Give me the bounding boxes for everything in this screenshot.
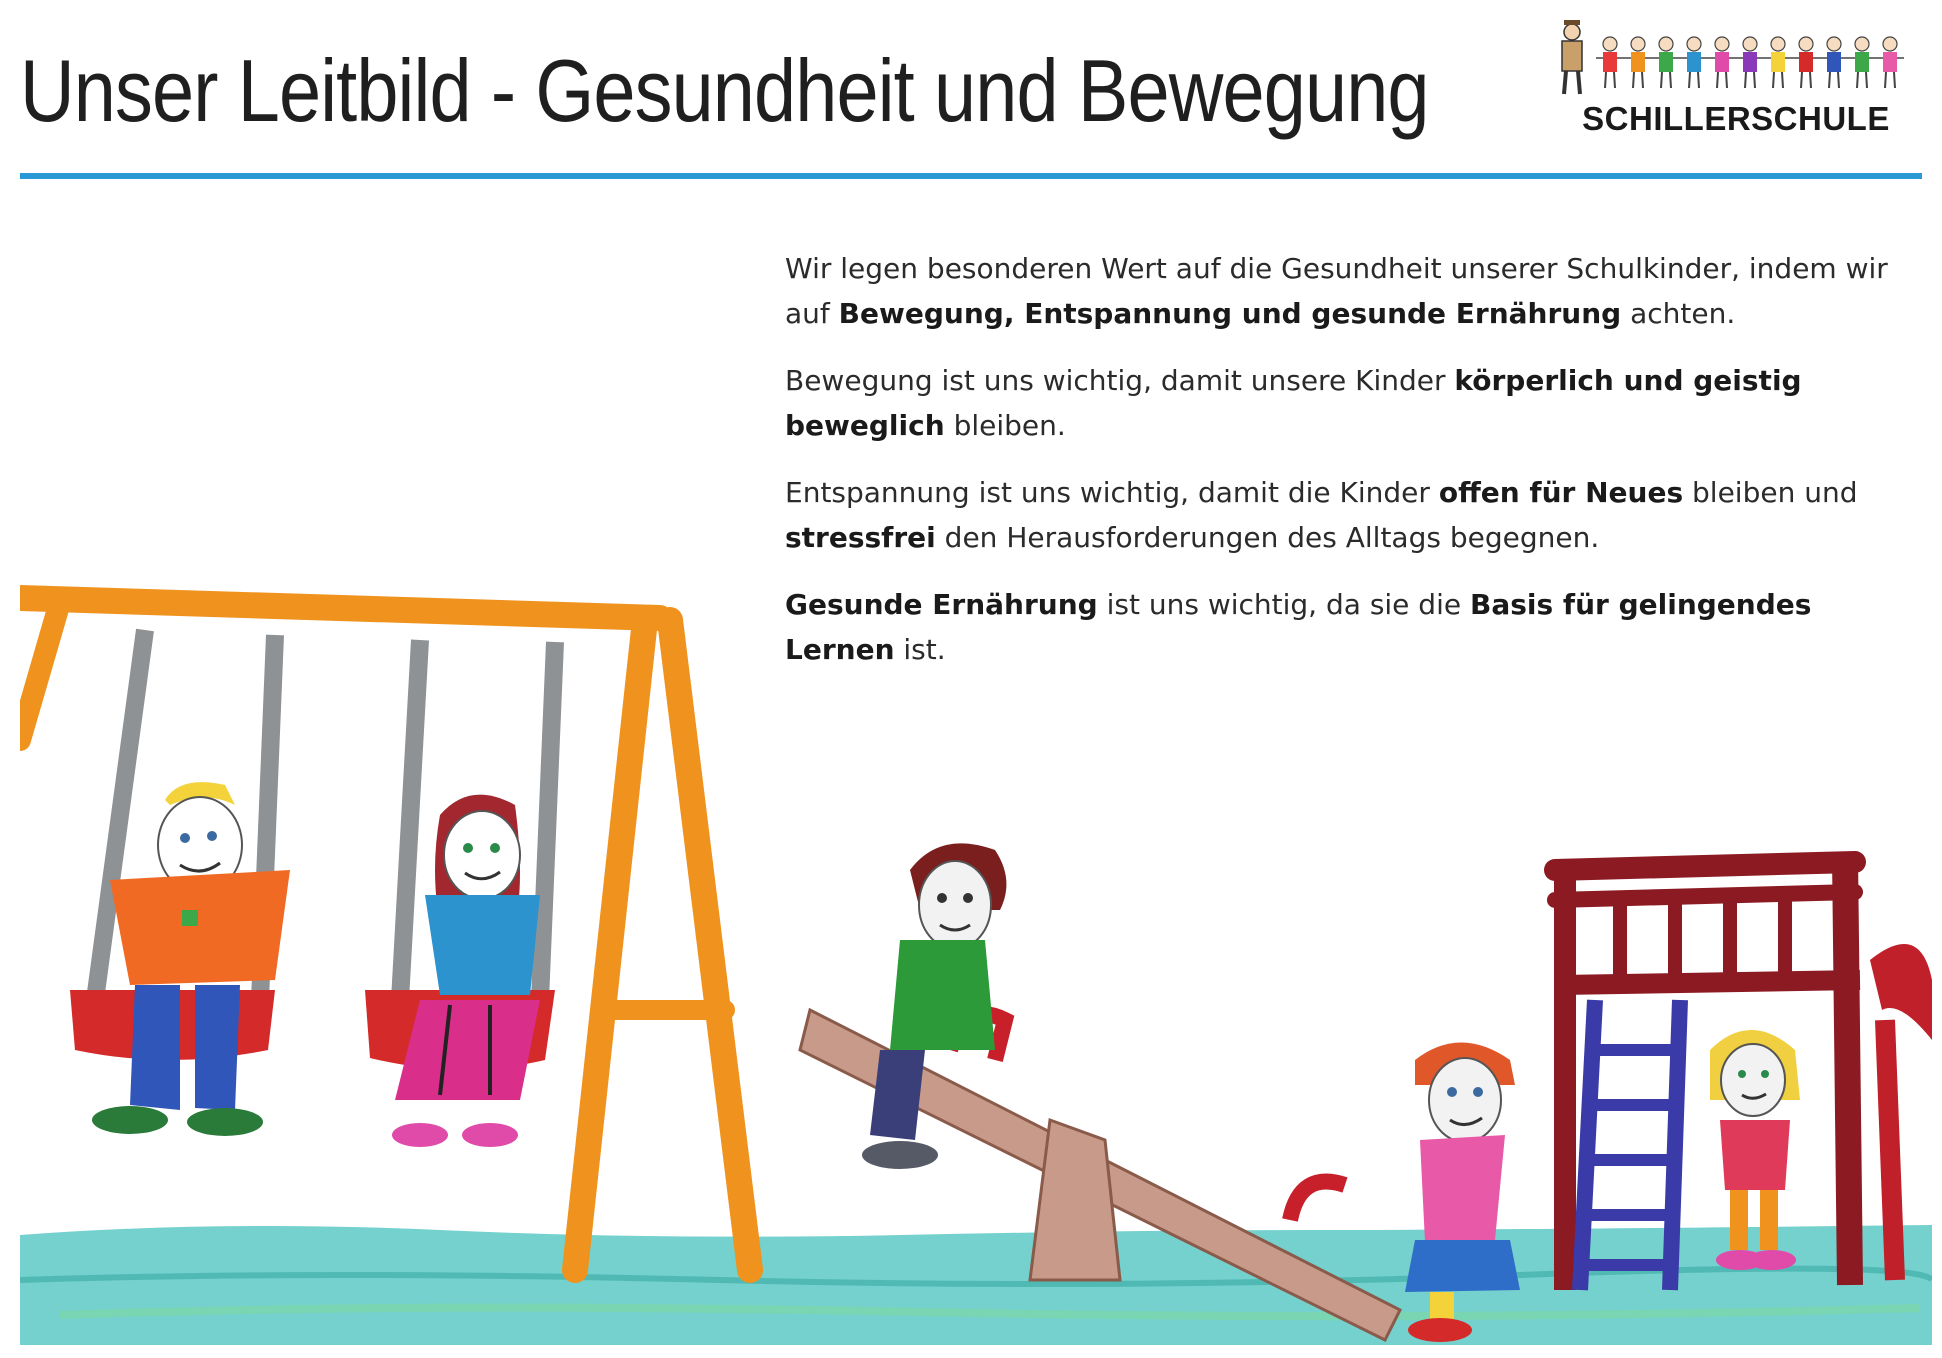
child-figure-icon	[1820, 37, 1848, 88]
child-figure-icon	[1708, 37, 1736, 88]
child-figure-icon	[1596, 37, 1624, 88]
body-text: Entspannung ist uns wichtig, damit die Kinder	[785, 476, 1439, 509]
child-figure-icon	[1680, 37, 1708, 88]
children-chain-icon	[1550, 14, 1922, 104]
paragraph-relaxation	[785, 470, 1905, 560]
child-figure-icon	[1652, 37, 1680, 88]
paragraph-health	[785, 246, 1905, 336]
school-logo	[1550, 14, 1922, 140]
page-title: Unser Leitbild - Gesundheit und Bewegung	[20, 41, 1429, 140]
children-row	[1596, 37, 1904, 88]
emphasis-text: Gesunde Ernährung	[785, 588, 1098, 621]
body-text: achten.	[1621, 297, 1736, 330]
child-figure-icon	[1624, 37, 1652, 88]
teacher-figure	[1562, 20, 1582, 94]
logo-label: SCHILLERSCHULE	[1582, 100, 1890, 137]
title-underline	[20, 173, 1922, 179]
body-text: bleiben und	[1683, 476, 1858, 509]
emphasis-text: Bewegung, Entspannung und gesunde Ernährung	[838, 297, 1622, 330]
body-text: bleiben.	[944, 409, 1066, 442]
body-text: ist uns wichtig, da sie die	[1097, 588, 1470, 621]
child-figure-icon	[1876, 37, 1904, 88]
paragraph-movement	[785, 358, 1905, 448]
body-text: Wir legen besonderen Wert auf die Gesundheit unserer Schulkinder, indem wir auf	[785, 252, 1888, 330]
body-text: den Herausforderungen des Alltags begegnen.	[935, 521, 1600, 554]
body-text: Bewegung ist uns wichtig, damit unsere Kinder	[785, 364, 1455, 397]
emphasis-text: körperlich und geistig beweglich	[785, 364, 1802, 442]
child-figure-icon	[1736, 37, 1764, 88]
emphasis-text: stressfrei	[785, 521, 936, 554]
body-text: ist.	[894, 633, 946, 666]
emphasis-text: offen für Neues	[1438, 476, 1684, 509]
playground-illustration	[20, 580, 1932, 1345]
child-figure-icon	[1848, 37, 1876, 88]
child-figure-icon	[1792, 37, 1820, 88]
emphasis-text: Basis für gelingendes Lernen	[785, 588, 1812, 666]
child-figure-icon	[1764, 37, 1792, 88]
